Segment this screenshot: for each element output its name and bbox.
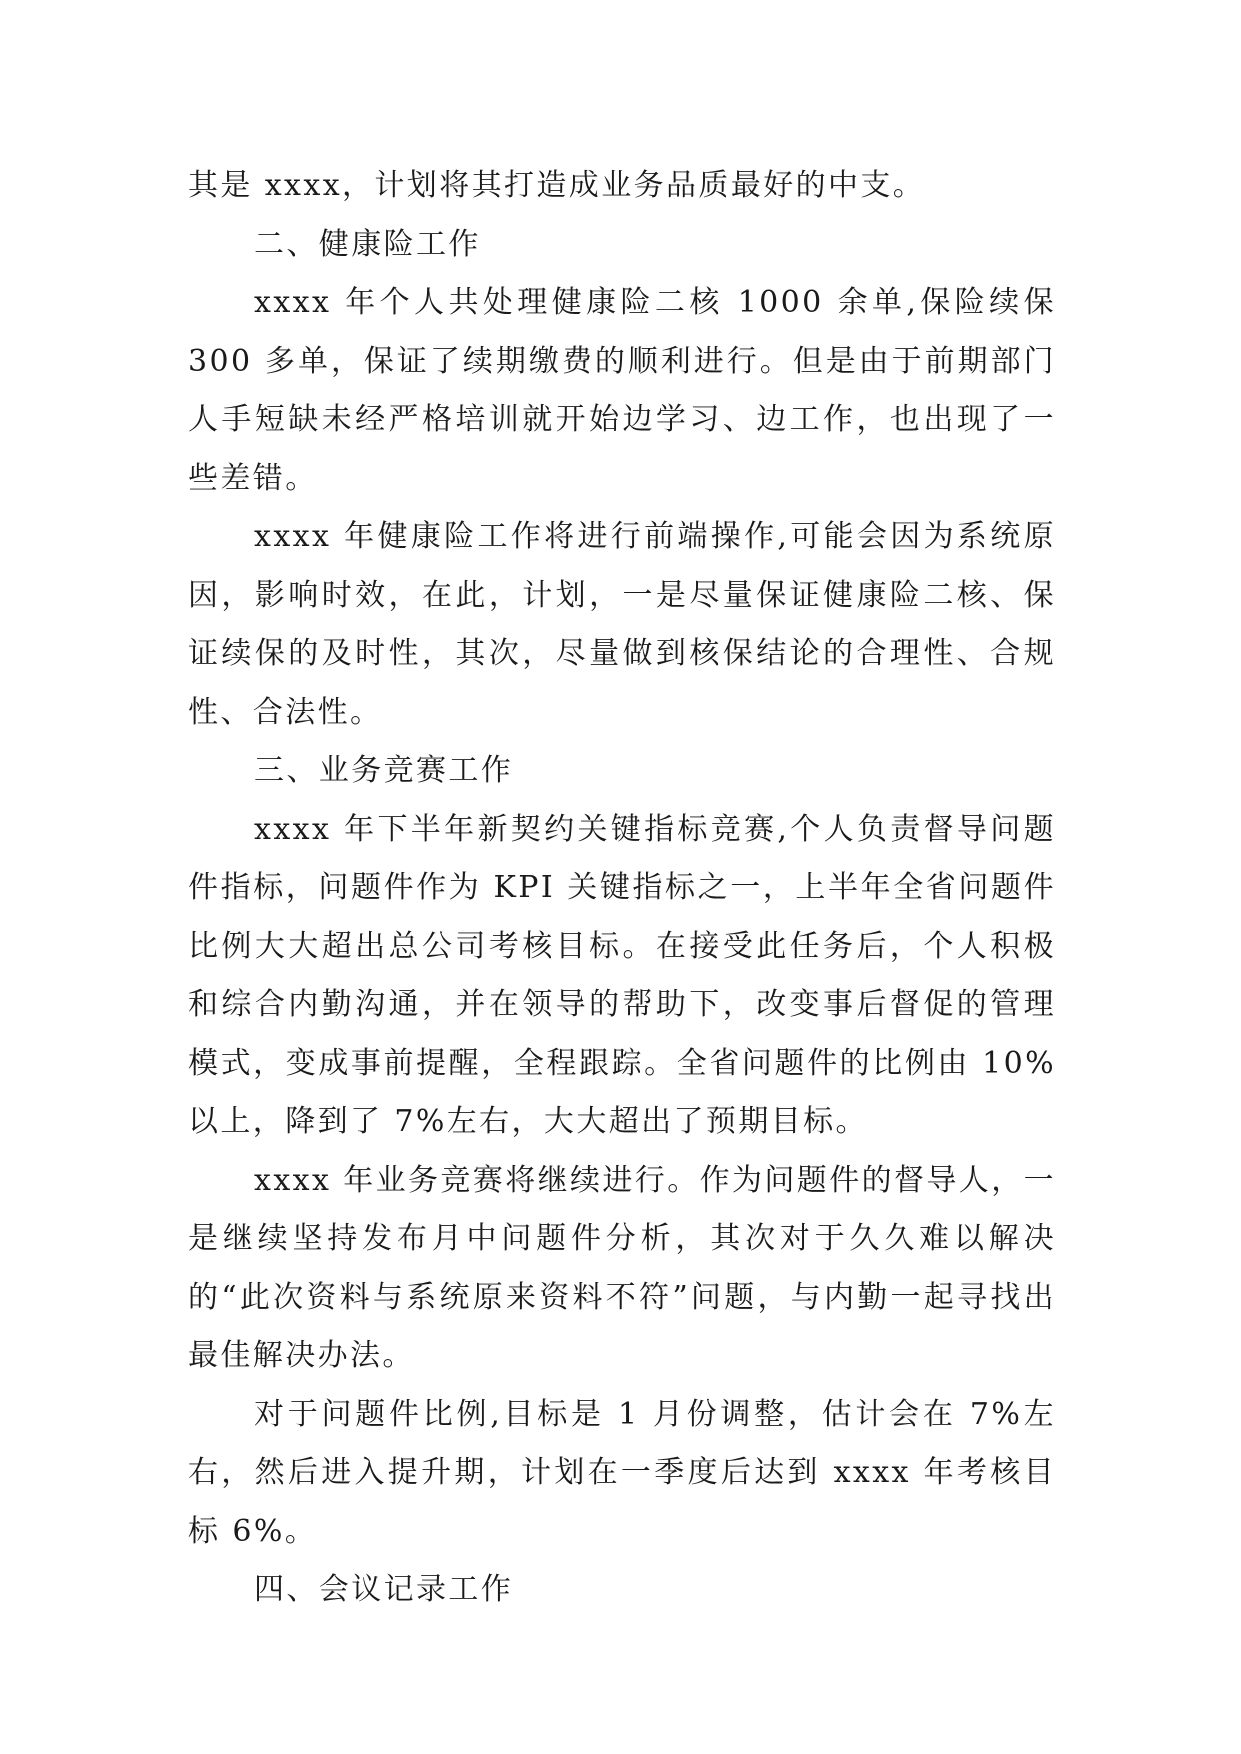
- paragraph: xxxx 年下半年新契约关键指标竞赛,个人负责督导问题件指标，问题件作为 KPI 关键指标之一，上半年全省问题件比例大大超出总公司考核目标。在接受此任务后，个人积极和综合内勤沟通，并在领导的帮助下，改变事后督促的管理模式，变成事前提醒，全程跟踪。全省问题件的比例由 10%以上，降到了 7%左右，大大超出了预期目标。: [188, 811, 1056, 1139]
- paragraph: xxxx 年个人共处理健康险二核 1000 余单,保险续保 300 多单，保证了续期缴费的顺利进行。但是由于前期部门人手短缺未经严格培训就开始边学习、边工作，也出现了一些差错。: [188, 285, 1056, 496]
- section-heading-meeting-records: 四、会议记录工作: [254, 1572, 514, 1607]
- document-body: [188, 157, 1056, 1620]
- section-heading-business-competition: 三、业务竞赛工作: [254, 753, 514, 788]
- paragraph-continuation: 其是 xxxx，计划将其打造成业务品质最好的中支。: [188, 168, 926, 203]
- section-heading-health-insurance: 二、健康险工作: [254, 226, 481, 262]
- paragraph: xxxx 年健康险工作将进行前端操作,可能会因为系统原因，影响时效，在此，计划，一是尽量保证健康险二核、保证续保的及时性，其次，尽量做到核保结论的合理性、合规性、合法性。: [188, 519, 1056, 730]
- paragraph: 对于问题件比例,目标是 1 月份调整，估计会在 7%左右，然后进入提升期，计划在一季度后达到 xxxx 年考核目标 6%。: [188, 1396, 1056, 1549]
- paragraph: xxxx 年业务竞赛将继续进行。作为问题件的督导人，一是继续坚持发布月中问题件分析，其次对于久久难以解决的“此次资料与系统原来资料不符”问题，与内勤一起寻找出最佳解决办法。: [188, 1162, 1057, 1373]
